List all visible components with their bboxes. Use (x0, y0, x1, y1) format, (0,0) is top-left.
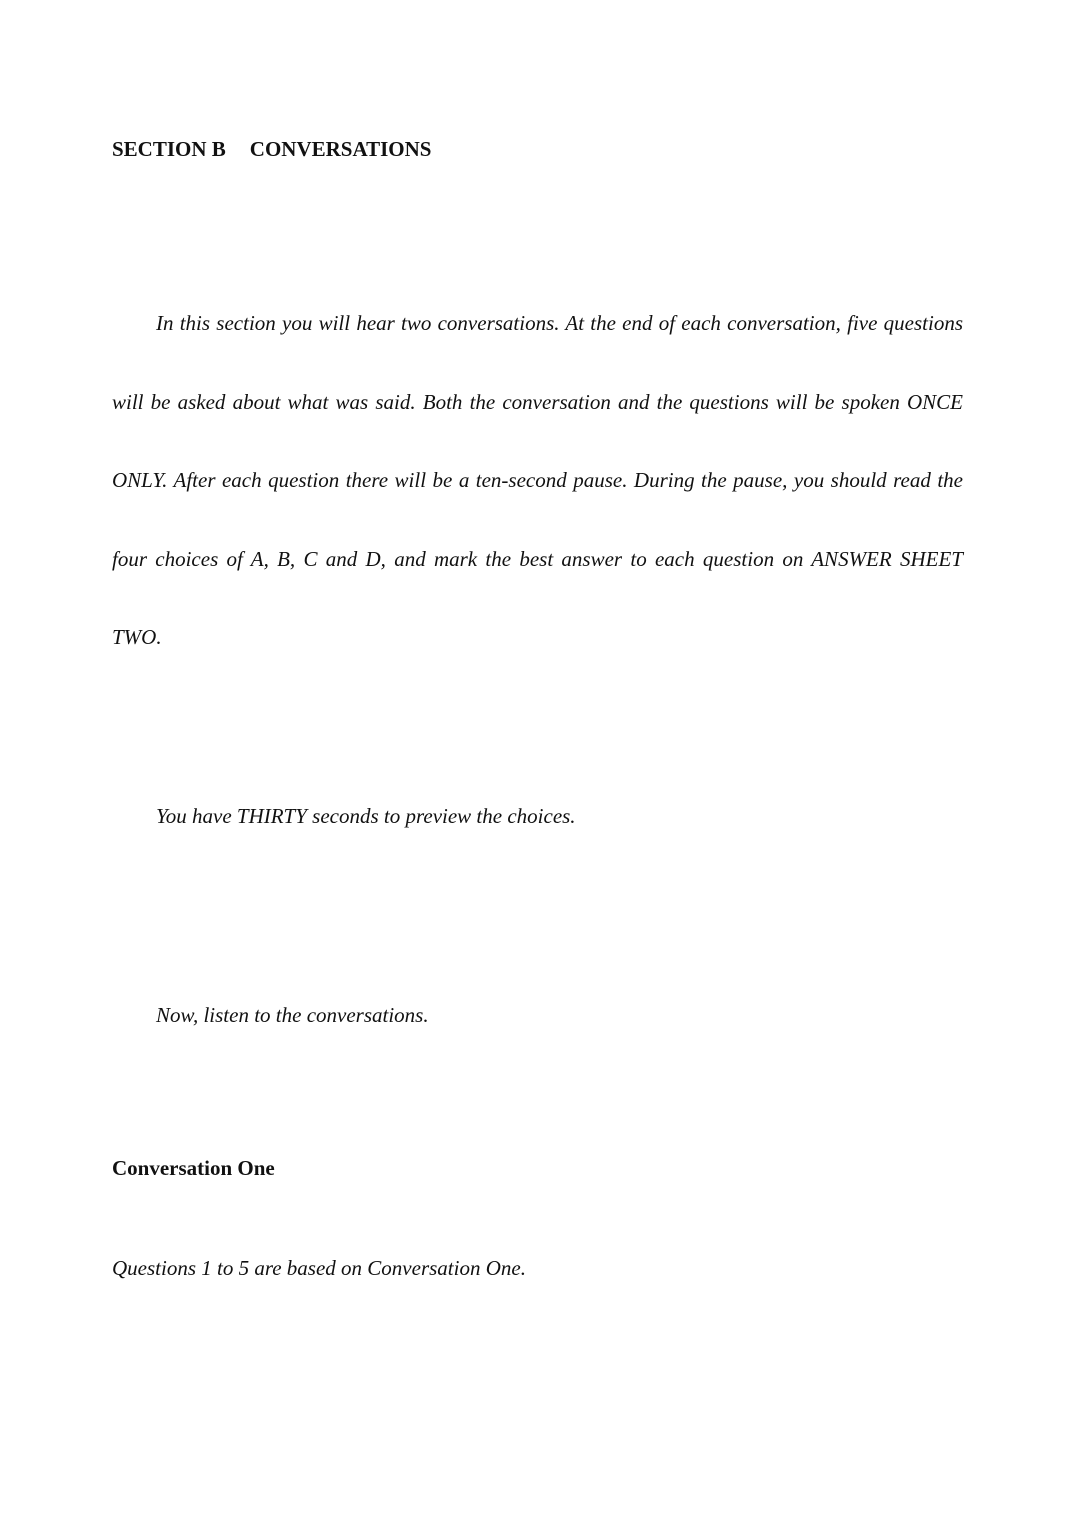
listen-note: Now, listen to the conversations. (156, 1003, 429, 1027)
conversation-one-heading: Conversation One (112, 1156, 275, 1180)
preview-note: You have THIRTY seconds to preview the choices. (156, 804, 576, 828)
section-title: CONVERSATIONS (249, 137, 432, 161)
section-label: SECTION B (112, 137, 226, 161)
section-instructions: In this section you will hear two conversations. At the end of each conversation, five questions will be asked about what was said. Both the conversation and the questions will be spoken ONCE ONLY. After each question there will be a ten-second pause. During the pause, you should read the four choices of A, B, C and D, and mark the best answer to each question on ANSWER SHEET TWO. (112, 311, 963, 649)
questions-note: Questions 1 to 5 are based on Conversation One. (112, 1256, 526, 1280)
section-heading (112, 136, 431, 162)
